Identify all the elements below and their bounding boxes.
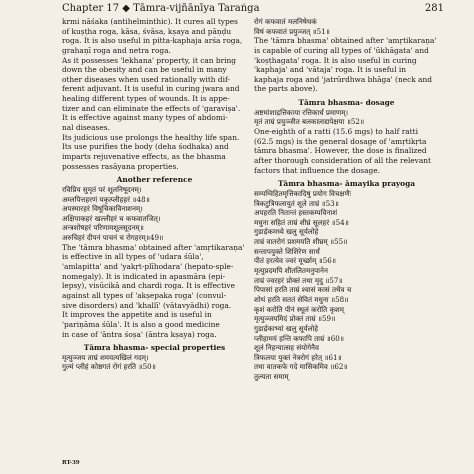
sanskrit-verse-line: मृत्युञ्जयमिदं प्रोक्तं ताम्रं ॥59॥ [254, 314, 336, 324]
text-line: 'koṣṭhagata' roga. It is also useful in curing [254, 55, 417, 65]
text-line: lepsy), visūcikā and chardi roga. It is effective [62, 281, 235, 291]
text-line: Its use purifies the body (deha śodhaka) and [62, 142, 229, 152]
text-line: against all types of 'akṣepaka roga' (convul- [62, 290, 227, 300]
text-line: ferent adjuvant. It is useful in curing jwara and [62, 84, 240, 94]
sanskrit-verse-line: प्लीहामयं हन्ति कफापि ताम्रं ॥60॥ [254, 333, 345, 343]
sanskrit-verse-line: ताम्रं ज्वरहरं प्रोक्तं तथा मृदु ॥57॥ [254, 275, 343, 285]
text-line: grahaṇī roga and netra roga. [62, 45, 171, 55]
sanskrit-verse-line: सन्तापयुक्ते शिशिरेण सार्धं [254, 246, 320, 256]
sanskrit-verse-line: रोगं कफवातं मलनिषेधकं [254, 17, 317, 26]
text-line: kaphaja roga and 'jatrūrdhwa bhāga' (neck and [254, 74, 432, 84]
text-line: The 'tāmra bhasma' obtained after 'amṛtikaraṇa' [62, 242, 245, 252]
text-line: 'pariṇāma śūla'. It is also a good medicine [62, 319, 220, 329]
sanskrit-verse-line: मृतं ताम्रं प्रयुञ्जीत बलकालाद्यपेक्षया ॥52॥ [254, 117, 365, 127]
text-line: the parts above). [254, 84, 318, 94]
text-line: It is effective against many types of abdomi- [62, 113, 228, 123]
text-line: sive disorders) and 'khallī' (vātavyādhi) roga. [62, 300, 232, 310]
section-heading: Tāmra bhasma- special properties [83, 343, 226, 353]
sanskrit-verse-line: गुडार्द्रकमध्ये खलु सूर्यलोहे [254, 227, 319, 237]
text-line: roga. It is also useful in pitta-kaphaja arśa roga, [62, 36, 243, 46]
text-line: is capable of curing all types of 'ūkhāgata' and [254, 45, 429, 55]
text-line: tāmra bhasma'. However, the dose is finalized [254, 146, 427, 156]
sanskrit-verse-line: अक्षिपाकहरं खल्लीहरं च कफवातजित्। [62, 213, 161, 223]
sanskrit-verse-line: पिपासां हरति ताम्रं श्वासं कासं तथैव च [254, 285, 352, 295]
sanskrit-verse-line: कृशं करोति पीनं स्थूलं करोति कृशम् [254, 304, 344, 314]
sanskrit-verse-line: अन्त्रशोषहरं परिणामशूलसूदनम्॥ [62, 223, 144, 233]
sanskrit-verse-line: अम्लपित्तहरणं यकृत्प्लीहहरं ॥48॥ [62, 194, 150, 204]
sanskrit-verse-line: शूलं निहन्यात्सह संयोगेनैव [254, 343, 319, 353]
sanskrit-verse-line: गुल्मं प्लीहं कोष्ठगतं रोगं हरति ॥50॥ [62, 362, 156, 372]
section-heading: Tāmra bhasma- dosage [298, 98, 395, 108]
text-line: in case of 'āntra śoṣa' (āntra kṣaya) roga. [62, 329, 217, 339]
text-line: krmi nāśaka (antihelminthic). It cures all types [62, 17, 238, 26]
text-line: imparts rejuvenative effects, as the bhasma [62, 151, 226, 161]
sanskrit-verse-line: मधुना सहितं ताम्रं शीघ्रं सूलहरं ॥54॥ [254, 217, 349, 227]
sanskrit-verse-line: मृत्युञ्जय ताम्रं शमयत्यखिलं गदम्। [62, 352, 149, 362]
text-line: nomegaly). It is indicated in apasmāra (epi- [62, 271, 226, 281]
text-line: One-eighth of a ratti (15.6 mgs) to half ratti [254, 127, 418, 137]
text-line: factors that influence the dosage. [254, 165, 380, 175]
text-line: 'kaphaja' and 'vātaja' roga. It is useful in [254, 65, 407, 75]
text-line: possesses rasāyana properties. [62, 161, 179, 171]
sanskrit-verse-line: शोथं हरति सततं सेवितं मधुना ॥58॥ [254, 294, 349, 304]
text-line: 'amlapitta' and 'yakṛt-plīhodara' (hepato-sple- [62, 262, 234, 272]
sanskrit-verse-line: विषं कफवातं प्रयुञ्जत् ॥51॥ [254, 26, 330, 36]
sanskrit-verse-line: त्रिकटुत्रिफलायुतं शूले ताम्रं ॥53॥ [254, 198, 339, 208]
chapter-title: Chapter 17 ◆ Tāmra-vijñānīya Taraṅga [62, 3, 260, 14]
page-number: 281 [424, 3, 444, 14]
sanskrit-verse-line: त्रिफलया युक्तं नेत्ररोगं हरेत् ॥61॥ [254, 352, 342, 362]
sanskrit-verse-line: अपस्मारहरं विषूचिकाविनाशनम्। [62, 204, 143, 214]
text-line: healing different types of wounds. It is appe- [62, 94, 230, 104]
text-line: nal diseases. [62, 123, 110, 133]
section-heading: Tāmra bhasma- āmayika prayoga [277, 179, 416, 189]
footer-code: RT-39 [62, 460, 80, 466]
sanskrit-verse-line: मृत्युप्रदमपि शीतलितमनुपानेन [254, 266, 328, 276]
text-line: It improves the appetite and is useful in [62, 310, 212, 320]
sanskrit-verse-line: सम्यग्विहितमृत्तिकादिषु प्रयोग विचक्षणैः [254, 188, 352, 198]
right-column [254, 17, 439, 382]
sanskrit-verse-line: अरुचिहरं दीपनं पाचनं च रोगहरम्॥49॥ [62, 233, 164, 243]
text-line: of kuṣṭha roga, kāsa, śvāsa, kṣaya and pāṇḍu [62, 26, 232, 36]
sanskrit-verse-line: अष्टमांशाद्रत्तिकाया रत्तिकार्धं प्रमाणम्। [254, 107, 349, 117]
sanskrit-verse-line: गुडार्द्रकाभ्यां खलु सूर्यलोहे [254, 323, 319, 333]
sanskrit-verse-line: अपहरति नितान्तं हस्तकम्पविनाशं [254, 208, 338, 218]
text-line: after thorough consideration of all the relevant [254, 155, 431, 165]
text-line: As it possesses 'lekhana' property, it can bring [62, 55, 237, 65]
section-heading: Another reference [116, 175, 193, 185]
text-line: other diseases when used rationally with dif- [62, 74, 230, 84]
text-line: The 'tāmra bhasma' obtained after 'amṛtikaraṇa' [254, 36, 437, 46]
sanskrit-verse-line: रविप्रिय सुमृतं परं शूलनिषूदनम्। [62, 184, 142, 194]
left-column [62, 17, 247, 372]
sanskrit-verse-line: पीतं हरत्येव ज्वरं मूर्च्छाम् ॥56॥ [254, 256, 337, 266]
sanskrit-verse-line: ताम्रं वातरोगं प्रशमयति शीघ्रम् ॥55॥ [254, 237, 348, 247]
page-header [62, 3, 444, 15]
sanskrit-verse-line: तुल्यता समाम् [254, 372, 289, 382]
text-line: is effective in all types of 'udara śūla', [62, 252, 204, 262]
sanskrit-verse-line: तथा वातकफे गदे मासिकमिव ॥62॥ [254, 362, 348, 372]
text-line: tizer and can eliminate the effects of 'garaviṣa'. [62, 103, 241, 113]
text-line: Its judicious use prolongs the healthy life span. [62, 132, 240, 142]
text-line: (62.5 mgs) is the general dosage of 'amṛtikṛta [254, 136, 427, 146]
text-line: down the obesity and can be useful in many [62, 65, 227, 75]
